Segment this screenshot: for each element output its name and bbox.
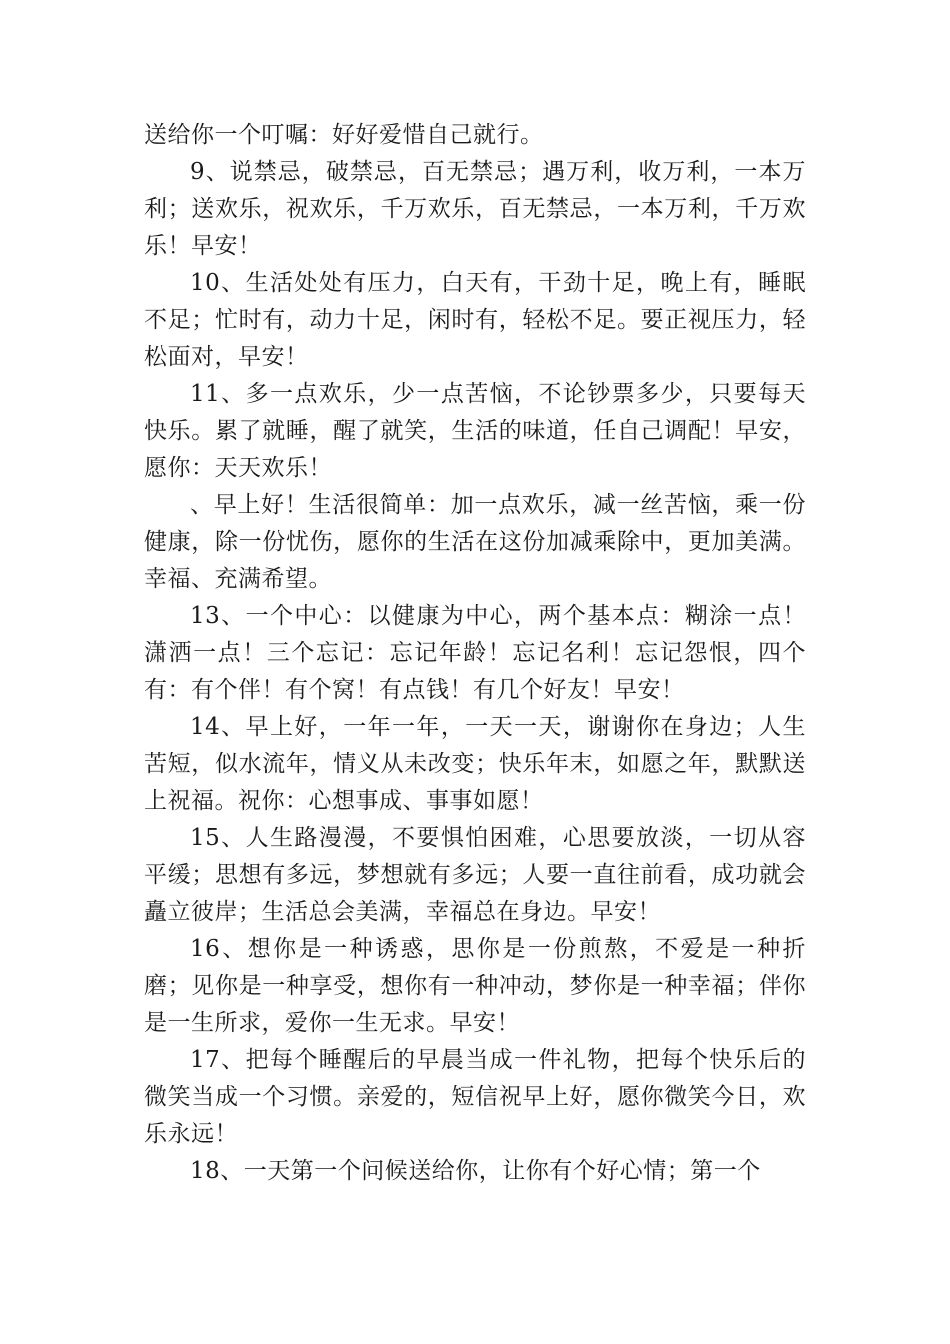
paragraph-item-12: 、早上好！生活很简单：加一点欢乐，减一丝苦恼，乘一份健康，除一份忧伤，愿你的生活在这份加减乘除中，更加美满。幸福、充满希望。 — [144, 492, 806, 592]
paragraph-item-17: 17、把每个睡醒后的早晨当成一件礼物，把每个快乐后的微笑当成一个习惯。亲爱的，短信祝早上好，愿你微笑今日，欢乐永远！ — [144, 1047, 806, 1147]
paragraph-item-9: 9、说禁忌，破禁忌，百无禁忌；遇万利，收万利，一本万利；送欢乐，祝欢乐，千万欢乐，百无禁忌，一本万利，千万欢乐！早安！ — [144, 159, 806, 259]
paragraph-continuation: 送给你一个叮嘱：好好爱惜自己就行。 — [144, 122, 544, 148]
document-body — [144, 117, 806, 1190]
paragraph-item-10: 10、生活处处有压力，白天有，干劲十足，晚上有，睡眠不足；忙时有，动力十足，闲时有，轻松不足。要正视压力，轻松面对，早安！ — [144, 270, 806, 370]
paragraph-item-14: 14、早上好，一年一年，一天一天，谢谢你在身边；人生苦短，似水流年，情义从未改变；快乐年末，如愿之年，默默送上祝福。祝你：心想事成、事事如愿！ — [144, 714, 806, 814]
paragraph-item-11: 11、多一点欢乐，少一点苦恼，不论钞票多少，只要每天快乐。累了就睡，醒了就笑，生活的味道，任自己调配！早安，愿你：天天欢乐！ — [144, 381, 806, 481]
paragraph-item-16: 16、想你是一种诱惑，思你是一份煎熬，不爱是一种折磨；见你是一种享受，想你有一种冲动，梦你是一种幸福；伴你是一生所求，爱你一生无求。早安！ — [144, 936, 806, 1036]
paragraph-item-18: 18、一天第一个问候送给你，让你有个好心情；第一个 — [190, 1158, 761, 1184]
paragraph-item-13: 13、一个中心：以健康为中心，两个基本点：糊涂一点！潇洒一点！三个忘记：忘记年龄！忘记名利！忘记怨恨，四个有：有个伴！有个窝！有点钱！有几个好友！早安！ — [144, 603, 806, 703]
paragraph-item-15: 15、人生路漫漫，不要惧怕困难，心思要放淡，一切从容平缓；思想有多远，梦想就有多远；人要一直往前看，成功就会矗立彼岸；生活总会美满，幸福总在身边。早安！ — [144, 825, 806, 925]
